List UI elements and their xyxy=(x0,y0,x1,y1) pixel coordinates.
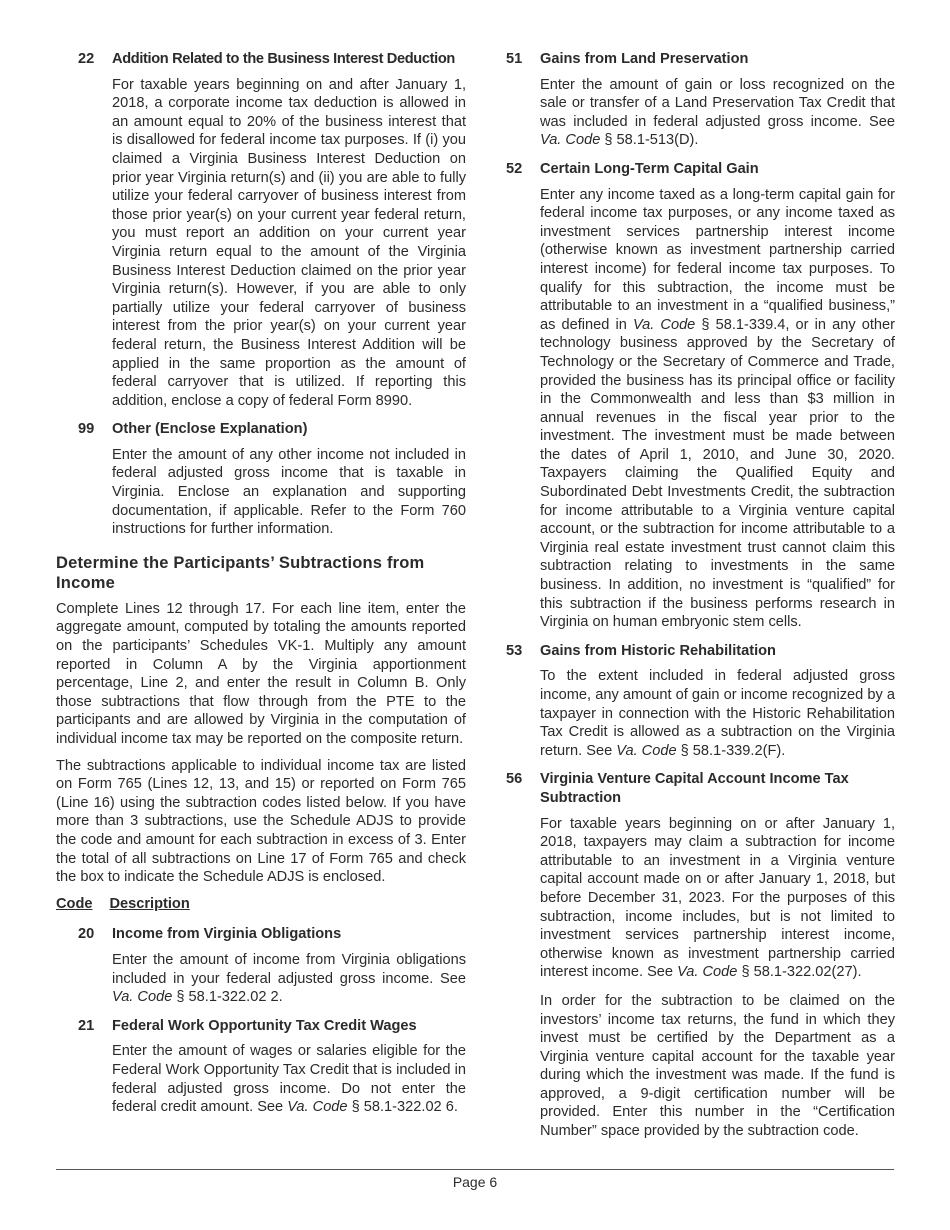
item-body xyxy=(112,1042,466,1116)
instruction-paragraph: The subtractions applicable to individual income tax are listed on Form 765 (Lines 12, 13, and 15) or reported on Form 765 (Line 16) using the subtraction codes listed below. If you have more than 3 subtractions, use the Schedule ADJS to provide the code and amount for each subtraction in excess of 3. Enter the total of all subtractions on Line 17 of Form 765 and check the box to indicate the Schedule ADJS is enclosed. xyxy=(56,757,466,886)
item-code: 99 xyxy=(78,421,95,438)
item-body: For taxable years beginning on and after January 1, 2018, a corporate income tax deduction is allowed in an amount equal to 20% of the business interest that is disallowed for federal income tax purposes. If (i) you claimed a Virginia Business Interest Deduction on prior year Virginia return(s) and (ii) you are able to fully utilize your federal carryover of business interest from those prior year(s) on your current year federal return, you must report an addition on your current year Virginia return equal to the amount of the Virginia Business Interest Deduction claimed on the prior year Virginia return(s). However, if you are able to only partially utilize your federal carryover of business interest from the prior year(s) on your current year federal return, the Business Interest Addition will be applied in the same proportion as the amount of federal carryover that is utilized. If reporting this addition, enclose a copy of federal Form 8990. xyxy=(112,76,466,409)
code-citation: Va. Code xyxy=(616,742,677,759)
body-text: § 58.1-322.02 6. xyxy=(347,1099,458,1116)
code-99-entry xyxy=(56,420,466,539)
item-heading xyxy=(506,160,895,179)
code-20-entry xyxy=(56,925,466,1006)
body-text: § 58.1-322.02 2. xyxy=(172,989,283,1006)
item-code: 20 xyxy=(78,926,95,943)
body-text: Enter any income taxed as a long-term capital gain for federal income tax purposes, or any income taxed as investment services partnership interest income (otherwise known as investment partnership carried interest income) for federal income tax purposes. To qualify for this subtraction, the income must be attributable to an investment in a “qualified business,” as defined in xyxy=(540,186,895,333)
right-column xyxy=(506,50,895,1151)
item-code: 53 xyxy=(506,642,523,659)
item-heading xyxy=(56,925,466,944)
code-citation: Va. Code xyxy=(287,1099,348,1116)
item-code: 56 xyxy=(506,771,523,788)
body-text: Enter the amount of income from Virginia obligations included in your federal adjusted gross income. See xyxy=(112,951,466,987)
item-code: 52 xyxy=(506,160,523,177)
item-body xyxy=(112,951,466,1007)
item-code: 22 xyxy=(78,51,95,67)
item-heading xyxy=(506,642,895,661)
code-51-entry xyxy=(506,50,895,150)
code-column-header: Code xyxy=(56,895,93,912)
code-citation: Va. Code xyxy=(540,132,601,149)
item-heading xyxy=(506,50,895,69)
code-description-header xyxy=(56,895,466,914)
code-56-entry xyxy=(506,770,895,1140)
item-body: Enter the amount of any other income not included in federal adjusted gross income that is taxable in Virginia. Enclose an explanation and supporting documentation, if applicable. Refer to the Form 760 instructions for further information. xyxy=(112,446,466,538)
item-body xyxy=(540,815,895,982)
code-citation: Va. Code xyxy=(112,989,173,1006)
item-title: Addition Related to the Business Interest Deduction xyxy=(112,51,455,67)
body-text: § 58.1-513(D). xyxy=(600,132,699,149)
item-body xyxy=(540,186,895,632)
item-code: 21 xyxy=(78,1017,95,1034)
item-title: Other (Enclose Explanation) xyxy=(112,421,308,438)
section-heading: Determine the Participants’ Subtractions from Income xyxy=(56,553,425,592)
footer-divider xyxy=(56,1169,894,1170)
code-22-entry xyxy=(56,50,466,410)
item-title: Gains from Historic Rehabilitation xyxy=(540,642,776,659)
body-text: § 58.1-339.2(F). xyxy=(676,742,786,759)
page-number: Page 6 xyxy=(452,1174,498,1190)
item-heading xyxy=(56,50,466,69)
item-code: 51 xyxy=(506,51,523,67)
body-text: For taxable years beginning on or after January 1, 2018, taxpayers may claim a subtraction for income attributable to an investment in a Virginia venture capital account made on or after January 1, 2018, but before December 31, 2023. For the purposes of this subtraction, income includes, but is not limited to investment services partnership interest income, otherwise known as investment partnership carried interest income. See xyxy=(540,815,895,981)
body-text: § 58.1-322.02(27). xyxy=(737,964,862,981)
instruction-paragraph: Complete Lines 12 through 17. For each line item, enter the aggregate amount, computed by totaling the amounts reported on the participants’ Schedules VK-1. Multiply any amount reported in Column A by the Virginia apportionment percentage, Line 2, and enter the result in Column B. Only those subtractions that flow through from the PTE to the participants and are allowed by Virginia in the computation of individual income tax may be reported on the composite return. xyxy=(56,600,466,747)
item-title: Certain Long-Term Capital Gain xyxy=(540,160,759,177)
code-citation: Va. Code xyxy=(632,316,696,333)
body-text: § 58.1-339.4, or in any other technology business approved by the Secretary of Technology or the Secretary of Commerce and Trade, provided the business has its principal office or facility in the Commonwealth and less than $3 million in annual revenues in the fiscal year prior to the investment. The investment must be made between the dates of April 1, 2010, and June 30, 2020. Taxpayers claiming the Qualified Equity and Subordinated Debt Investments Credit, the subtraction for income attributable to a Virginia venture capital account, or the subtraction for income attributable to a Virginia real estate investment trust cannot claim this subtraction relating to investments in the same business. In addition, no investment is “qualified” for this subtraction if the business performs research in Virginia on human embryonic stem cells. xyxy=(540,316,895,631)
item-heading xyxy=(56,1017,466,1036)
item-body xyxy=(540,667,895,760)
item-title: Gains from Land Preservation xyxy=(540,51,749,67)
body-text: Enter the amount of gain or loss recognized on the sale or transfer of a Land Preservation Tax Credit that was included in federal adjusted gross income. See xyxy=(540,76,895,130)
item-title: Income from Virginia Obligations xyxy=(112,926,342,943)
body-text: Enter the amount of wages or salaries eligible for the Federal Work Opportunity Tax Credit that is included in federal adjusted gross income. Do not enter the federal credit amount. See xyxy=(112,1043,466,1116)
item-heading xyxy=(506,770,895,807)
item-heading xyxy=(56,420,466,439)
code-citation: Va. Code xyxy=(677,964,738,981)
code-53-entry xyxy=(506,642,895,761)
item-title: Virginia Venture Capital Account Income Tax Subtraction xyxy=(540,771,849,806)
body-text: To the extent included in federal adjusted gross income, any amount of gain or income recognized by a taxpayer in connection with the Historic Rehabilitation Tax Credit is allowed as a subtraction on the Virginia return. See xyxy=(540,668,895,759)
item-body xyxy=(540,76,895,150)
description-column-header: Description xyxy=(109,895,190,912)
item-title: Federal Work Opportunity Tax Credit Wages xyxy=(112,1017,417,1034)
code-52-entry xyxy=(506,160,895,632)
code-21-entry xyxy=(56,1017,466,1117)
item-body: In order for the subtraction to be claimed on the investors’ income tax returns, the fund in which they invest must be certified by the Department as a Virginia venture capital account for the taxable year during which the investment was made. If the fund is approved, a 9-digit certification number will be provided. Enter this number in the “Certification Number” space provided by the subtraction code. xyxy=(540,992,895,1140)
left-column xyxy=(56,50,466,1127)
